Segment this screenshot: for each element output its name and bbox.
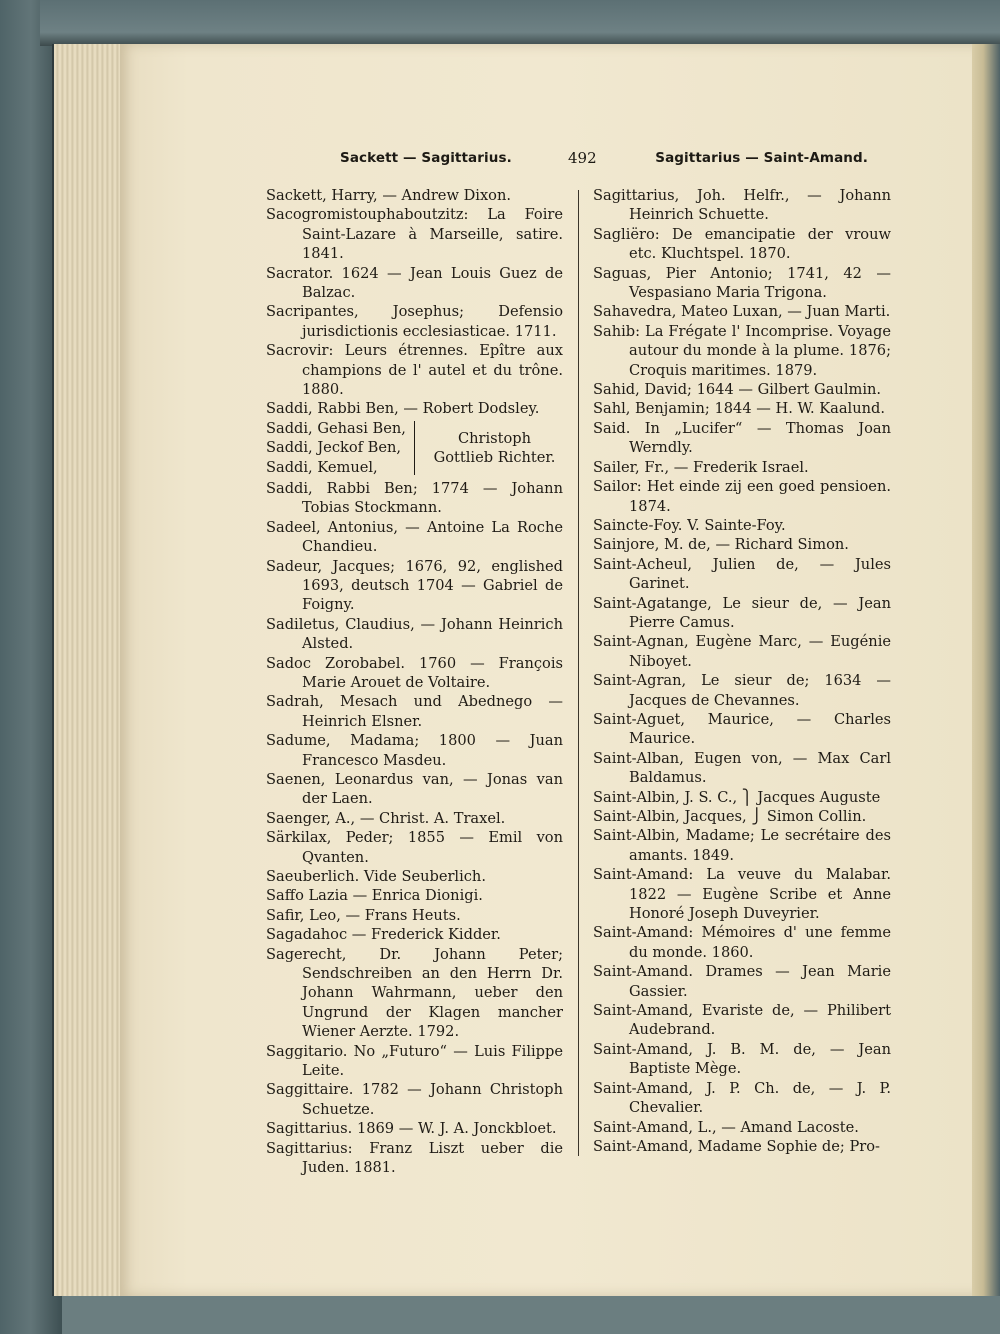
entry: Sacrator. 1624 — Jean Louis Guez de Balzac.	[266, 264, 563, 302]
entry: Sadoc Zorobabel. 1760 — François Marie Arouet de Voltaire.	[266, 654, 563, 691]
entry: Saint-Agatange, Le sieur de, — Jean Pierre Camus.	[593, 594, 891, 631]
column-divider	[578, 190, 579, 1156]
entry: Saguas, Pier Antonio; 1741, 42 — Vespasiano Maria Trigona.	[593, 264, 891, 302]
entry: Saint-Amand. Drames — Jean Marie Gassier.	[593, 963, 891, 1000]
entry: Sagittarius: Franz Liszt ueber die Juden. 1881.	[266, 1139, 563, 1177]
entry: Sainjore, M. de, — Richard Simon.	[593, 536, 849, 554]
entry: Sacrovir: Leurs étrennes. Epître aux champions de l' autel et du trône. 1880.	[266, 342, 563, 399]
entry: Saint-Amand, J. B. M. de, — Jean Baptiste Mège.	[593, 1040, 891, 1078]
brace-group	[266, 419, 563, 479]
entry: Sackett, Harry, — Andrew Dixon.	[266, 187, 512, 204]
entry: Sagittarius. 1869 — W. J. A. Jonckbloet.	[266, 1120, 557, 1138]
brace-names	[266, 419, 406, 477]
entry: Saenen, Leonardus van, — Jonas van der Laen.	[266, 770, 563, 808]
entry: Saggitario. No „Futuro“ — Luis Filippe Leite.	[266, 1042, 563, 1080]
entry: Said. In „Lucifer“ — Thomas Joan Werndly.	[593, 419, 891, 457]
page-number: 492	[568, 149, 597, 167]
entry: Saint-Aguet, Maurice, — Charles Maurice.	[593, 710, 891, 748]
entry: Sailer, Fr., — Frederik Israel.	[593, 458, 809, 476]
entry: Särkilax, Peder; 1855 — Emil von Qvanten.	[266, 829, 563, 866]
entry: Sacogromistouphaboutzitz: La Foire Saint-Lazare à Marseille, satire. 1841.	[266, 206, 563, 263]
entry: Saincte-Foy. V. Sainte-Foy.	[593, 516, 786, 534]
brace-target: Christoph Gottlieb Richter.	[433, 429, 556, 466]
entry: Sagittarius, Joh. Helfr., — Johann Heinrich Schuette.	[593, 187, 891, 224]
entry: Saint-Albin, J. S. C., ⎫ Jacques Auguste	[593, 788, 881, 806]
entry: Sadume, Madama; 1800 — Juan Francesco Masdeu.	[266, 732, 563, 769]
book-cover-edge	[40, 0, 1000, 46]
entry: Sadeel, Antonius, — Antoine La Roche Chandieu.	[266, 518, 563, 556]
brace-name: Saddi, Jeckof Ben,	[266, 439, 402, 457]
entry: Saint-Alban, Eugen von, — Max Carl Baldamus.	[593, 749, 891, 787]
right-column	[593, 186, 891, 1156]
running-header	[268, 149, 868, 172]
entry: Sagerecht, Dr. Johann Peter; Sendschreiben an den Herrn Dr. Johann Wahrmann, ueber den Ungrund der Klagen mancher Wiener Aerzte. 1792.	[266, 945, 563, 1041]
brace-name: Saddi, Gehasi Ben,	[266, 419, 406, 437]
entry: Saeuberlich. Vide Seuberlich.	[266, 868, 486, 885]
entry: Sadiletus, Claudius, — Johann Heinrich Alsted.	[266, 615, 563, 653]
entry: Sacripantes, Josephus; Defensio jurisdictionis ecclesiasticae. 1711.	[266, 303, 563, 340]
entry: Saddi, Rabbi Ben, — Robert Dodsley.	[266, 400, 540, 418]
entry: Saint-Acheul, Julien de, — Jules Garinet.	[593, 555, 891, 593]
entry: Saint-Albin, Madame; Le secrétaire des amants. 1849.	[593, 827, 891, 864]
entry: Saenger, A., — Christ. A. Traxel.	[266, 809, 506, 827]
entry: Sahl, Benjamin; 1844 — H. W. Kaalund.	[593, 400, 885, 418]
page-right-edge	[972, 44, 1000, 1296]
entry: Sailor: Het einde zij een goed pensioen. 1874.	[593, 478, 891, 515]
brace-line	[414, 421, 423, 475]
entry: Saint-Amand: La veuve du Malabar. 1822 — Eugène Scribe et Anne Honoré Joseph Duveyrier.	[593, 866, 891, 923]
entry: Saint-Agnan, Eugène Marc, — Eugénie Niboyet.	[593, 633, 891, 670]
brace-name: Saddi, Kemuel,	[266, 458, 378, 476]
entry: Safir, Leo, — Frans Heuts.	[266, 906, 461, 924]
entry: Sadeur, Jacques; 1676, 92, englished 1693, deutsch 1704 — Gabriel de Foigny.	[266, 557, 563, 614]
entry: Sagadahoc — Frederick Kidder.	[266, 926, 501, 944]
entry: Sahavedra, Mateo Luxan, — Juan Marti.	[593, 303, 891, 321]
entry: Saint-Amand, L., — Amand Lacoste.	[593, 1118, 859, 1136]
entry: Saint-Albin, Jacques, ⎭ Simon Collin.	[593, 808, 867, 825]
entry: Saint-Amand: Mémoires d' une femme du monde. 1860.	[593, 924, 891, 961]
header-right: Sagittarius — Saint-Amand.	[655, 150, 868, 166]
left-column	[266, 186, 563, 1178]
entry: Saint-Amand, Evariste de, — Philibert Audebrand.	[593, 1002, 891, 1039]
entry: Sahid, David; 1644 — Gilbert Gaulmin.	[593, 381, 882, 399]
entry: Sadrah, Mesach und Abednego — Heinrich Elsner.	[266, 693, 563, 730]
entry: Saggittaire. 1782 — Johann Christoph Schuetze.	[266, 1081, 563, 1118]
header-left: Sackett — Sagittarius.	[340, 150, 512, 166]
entry: Saint-Amand, Madame Sophie de; Pro-	[593, 1137, 880, 1155]
entry: Saint-Amand, J. P. Ch. de, — J. P. Chevalier.	[593, 1079, 891, 1117]
entry: Sagliëro: De emancipatie der vrouw etc. Kluchtspel. 1870.	[593, 225, 891, 263]
entry: Saddi, Rabbi Ben; 1774 — Johann Tobias Stockmann.	[266, 479, 563, 517]
entry: Sahib: La Frégate l' Incomprise. Voyage autour du monde à la plume. 1876; Croquis maritimes. 1879.	[593, 322, 891, 379]
entry: Saint-Agran, Le sieur de; 1634 — Jacques de Chevannes.	[593, 672, 891, 709]
entry: Saffo Lazia — Enrica Dionigi.	[266, 887, 483, 905]
